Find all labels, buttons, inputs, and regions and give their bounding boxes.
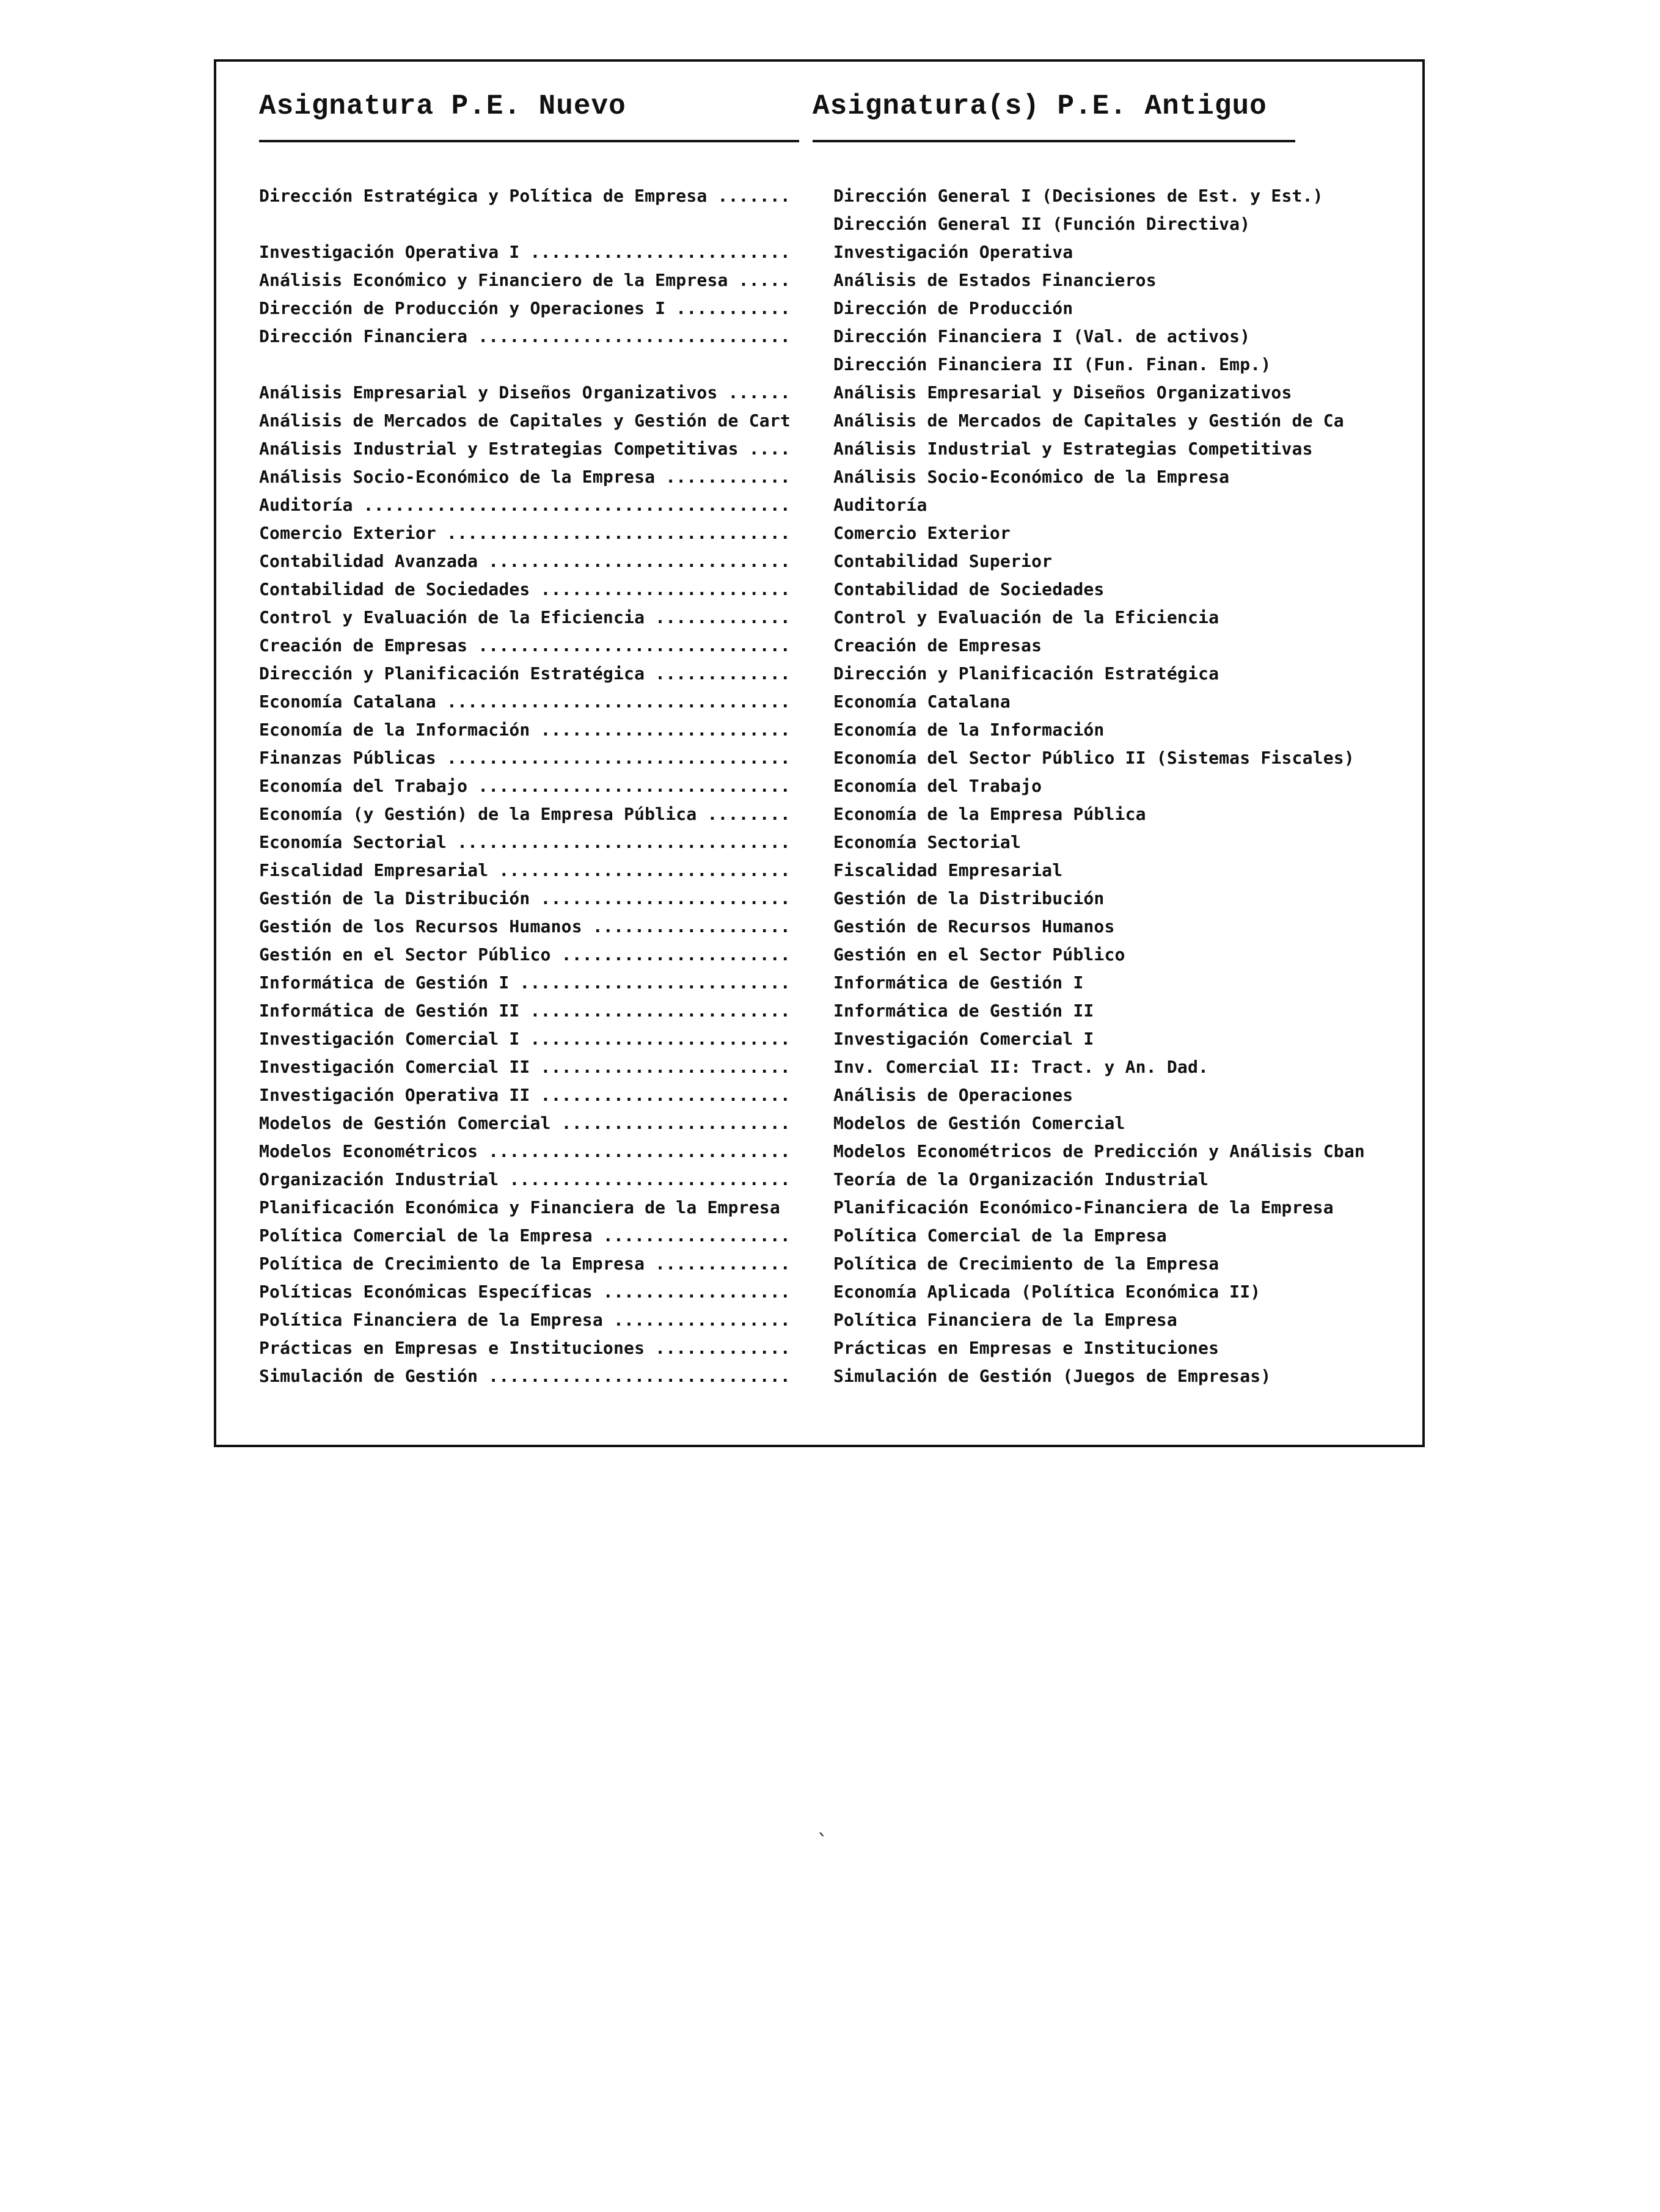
table-row [0,856,1660,885]
old-subject-cell: Dirección Financiera I (Val. de activos) [833,326,1251,346]
new-subject-cell: Comercio Exterior ................................. [259,523,791,543]
new-subject-cell: Dirección Estratégica y Política de Empresa ....... [259,186,791,206]
old-subject-cell: Economía de la Empresa Pública [833,804,1146,824]
table-row [0,1109,1660,1137]
new-subject-cell: Investigación Comercial I ......................... [259,1029,791,1049]
old-subject-cell: Dirección y Planificación Estratégica [833,663,1219,684]
new-subject-cell: Fiscalidad Empresarial ............................ [259,860,791,880]
new-subject-cell: Economía Catalana ................................. [259,692,791,712]
old-subject-cell: Investigación Operativa [833,242,1073,262]
old-subject-cell: Economía del Trabajo [833,776,1042,796]
table-row [0,1334,1660,1362]
new-subject-cell: Prácticas en Empresas e Instituciones ............. [259,1338,791,1358]
old-subject-cell: Teoría de la Organización Industrial [833,1169,1209,1189]
table-row [0,688,1660,716]
new-subject-cell: Análisis de Mercados de Capitales y Gestión de Cart [259,411,791,431]
old-subject-cell: Gestión de Recursos Humanos [833,916,1115,936]
table-row [0,941,1660,969]
old-subject-cell: Inv. Comercial II: Tract. y An. Dad. [833,1057,1209,1077]
old-subject-cell: Fiscalidad Empresarial [833,860,1063,880]
old-subject-cell: Auditoría [833,495,927,515]
old-subject-cell: Dirección Financiera II (Fun. Finan. Emp.) [833,354,1271,374]
old-subject-cell: Gestión en el Sector Público [833,944,1125,965]
table-row [0,772,1660,800]
new-subject-cell: Contabilidad de Sociedades ........................ [259,579,791,599]
table-row [0,885,1660,913]
new-subject-cell: Análisis Económico y Financiero de la Empresa ..... [259,270,791,290]
table-row [0,351,1660,379]
scan-artifact-mark: ` [816,1830,829,1855]
table-row [0,604,1660,632]
table-row [0,238,1660,266]
old-subject-cell: Análisis de Estados Financieros [833,270,1157,290]
table-row [0,969,1660,997]
new-subject-cell: Investigación Comercial II ........................ [259,1057,791,1077]
new-subject-cell: Política Financiera de la Empresa ................. [259,1310,791,1330]
new-subject-cell: Gestión de los Recursos Humanos ................... [259,916,791,936]
old-subject-cell: Análisis Industrial y Estrategias Competitivas [833,439,1313,459]
old-subject-cell: Análisis Socio-Económico de la Empresa [833,467,1230,487]
new-subject-cell: Política Comercial de la Empresa .................. [259,1225,791,1246]
new-subject-cell: Planificación Económica y Financiera de la Empresa [259,1197,780,1217]
new-subject-cell: Dirección de Producción y Operaciones I ........... [259,298,791,318]
new-subject-cell: Investigación Operativa I ......................... [259,242,791,262]
new-subject-cell: Creación de Empresas .............................. [259,635,791,655]
table-row [0,463,1660,491]
old-subject-cell: Dirección General I (Decisiones de Est. y Est.) [833,186,1323,206]
old-subject-cell: Economía Sectorial [833,832,1022,852]
table-row [0,800,1660,828]
table-row [0,491,1660,519]
new-subject-cell: Informática de Gestión II ......................... [259,1001,791,1021]
new-subject-cell: Gestión en el Sector Público ...................... [259,944,791,965]
table-row [0,1025,1660,1053]
new-subject-cell: Modelos Econométricos ............................. [259,1141,791,1161]
table-row [0,1250,1660,1278]
table-row [0,182,1660,210]
old-subject-cell: Informática de Gestión II [833,1001,1094,1021]
new-subject-cell: Políticas Económicas Específicas .................. [259,1282,791,1302]
table-row [0,407,1660,435]
table-row [0,1053,1660,1081]
table-row [0,632,1660,660]
table-row [0,716,1660,744]
old-subject-cell: Informática de Gestión I [833,973,1084,993]
table-row [0,1306,1660,1334]
table-row [0,294,1660,323]
old-subject-cell: Planificación Económico-Financiera de la Empresa [833,1197,1334,1217]
old-subject-cell: Análisis de Operaciones [833,1085,1073,1105]
new-subject-cell: Modelos de Gestión Comercial ...................... [259,1113,791,1133]
new-subject-cell: Economía del Trabajo .............................. [259,776,791,796]
old-subject-cell: Investigación Comercial I [833,1029,1094,1049]
old-subject-cell: Contabilidad de Sociedades [833,579,1105,599]
new-subject-cell: Investigación Operativa II ........................ [259,1085,791,1105]
new-subject-cell: Auditoría ......................................... [259,495,791,515]
old-subject-cell: Comercio Exterior [833,523,1011,543]
table-row [0,547,1660,575]
new-subject-cell: Dirección y Planificación Estratégica ............. [259,663,791,684]
old-subject-cell: Contabilidad Superior [833,551,1053,571]
new-subject-cell: Gestión de la Distribución ........................ [259,888,791,908]
table-row [0,379,1660,407]
table-row [0,660,1660,688]
old-subject-cell: Modelos Econométricos de Predicción y Análisis Cban [833,1141,1365,1161]
table-row [0,1081,1660,1109]
old-subject-cell: Prácticas en Empresas e Instituciones [833,1338,1219,1358]
table-row [0,575,1660,604]
table-row [0,1194,1660,1222]
table-row [0,1278,1660,1306]
table-row [0,1362,1660,1390]
new-subject-cell: Análisis Socio-Económico de la Empresa ............ [259,467,791,487]
old-subject-cell: Simulación de Gestión (Juegos de Empresas) [833,1366,1271,1386]
old-subject-cell: Política Financiera de la Empresa [833,1310,1177,1330]
new-subject-cell: Economía de la Información ........................ [259,720,791,740]
header-underline-new [259,140,799,142]
old-subject-cell: Análisis Empresarial y Diseños Organizativos [833,382,1292,403]
header-old-plan: Asignatura(s) P.E. Antiguo [813,90,1267,122]
old-subject-cell: Análisis de Mercados de Capitales y Gestión de Ca [833,411,1344,431]
table-row [0,1166,1660,1194]
old-subject-cell: Creación de Empresas [833,635,1042,655]
table-row [0,744,1660,772]
new-subject-cell: Política de Crecimiento de la Empresa ............. [259,1254,791,1274]
old-subject-cell: Economía del Sector Público II (Sistemas Fiscales) [833,748,1355,768]
header-new-plan: Asignatura P.E. Nuevo [259,90,626,122]
table-row [0,210,1660,238]
table-row [0,435,1660,463]
old-subject-cell: Dirección General II (Función Directiva) [833,214,1251,234]
table-row [0,913,1660,941]
table-row [0,519,1660,547]
new-subject-cell: Análisis Empresarial y Diseños Organizativos ...... [259,382,791,403]
new-subject-cell: Finanzas Públicas ................................. [259,748,791,768]
table-row [0,266,1660,294]
header-underline-old [813,140,1295,142]
new-subject-cell: Control y Evaluación de la Eficiencia ............. [259,607,791,627]
old-subject-cell: Economía Aplicada (Política Económica II) [833,1282,1261,1302]
new-subject-cell: Dirección Financiera .............................. [259,326,791,346]
old-subject-cell: Gestión de la Distribución [833,888,1105,908]
old-subject-cell: Economía de la Información [833,720,1105,740]
old-subject-cell: Control y Evaluación de la Eficiencia [833,607,1219,627]
new-subject-cell: Contabilidad Avanzada ............................. [259,551,791,571]
new-subject-cell: Organización Industrial ........................... [259,1169,791,1189]
table-row [0,323,1660,351]
new-subject-cell: Simulación de Gestión ............................. [259,1366,791,1386]
old-subject-cell: Política de Crecimiento de la Empresa [833,1254,1219,1274]
new-subject-cell: Economía Sectorial ................................ [259,832,791,852]
table-row [0,1222,1660,1250]
table-row [0,1137,1660,1166]
old-subject-cell: Política Comercial de la Empresa [833,1225,1167,1246]
new-subject-cell: Informática de Gestión I .......................... [259,973,791,993]
old-subject-cell: Economía Catalana [833,692,1011,712]
new-subject-cell: Economía (y Gestión) de la Empresa Pública ........ [259,804,791,824]
old-subject-cell: Modelos de Gestión Comercial [833,1113,1125,1133]
old-subject-cell: Dirección de Producción [833,298,1073,318]
table-row [0,828,1660,856]
table-row [0,997,1660,1025]
new-subject-cell: Análisis Industrial y Estrategias Competitivas .... [259,439,791,459]
